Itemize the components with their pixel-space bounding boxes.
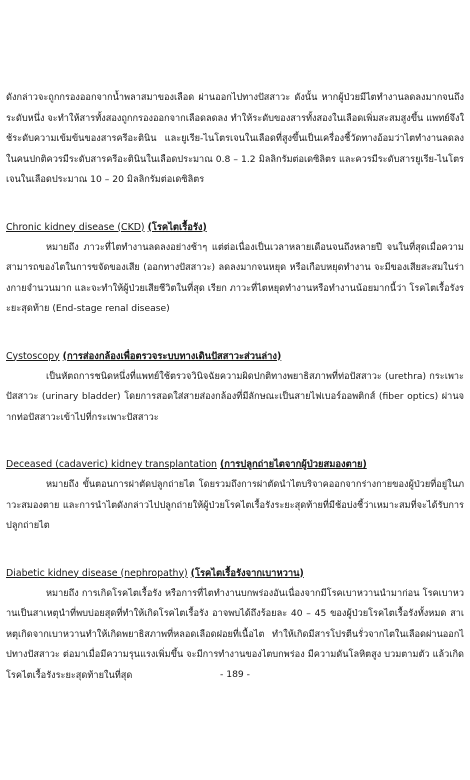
section-body: หมายถึง การเกิดโรคไตเรื้อรัง หรือการที่ไตทำงานบกพร่องอันเนื่องจากมีโรคเบาหวานนำมาก่อน โรคเบาหวานเป็นสาเหตุนำที่พบบ่อยสุดที่ทำให้เกิดโรคไตเรื้อรัง อาจพบได้ถึงร้อยละ 40 – 45 ของผู้ป่วยโรคไตเรื้อรังทั้งหมด สาเหตุเกิดจากเบาหวานทำให้เกิดพยาธิสภาพที่หลอดเลือดฝอยที่เนื้อไต ทำให้เกิดมีสารโปรตีนรั่วจากไตในเลือดผ่านออกไปทางปัสสาวะ ต่อมาเมื่อมีความรุนแรงเพิ่มขึ้น จะมีการทำงานของไตบกพร่อง มีความดันโลหิตสูง บวมตามตัว แล้วเกิดโรคไตเรื้อรังระยะสุดท้ายในที่สุด bbox=[6, 587, 464, 681]
section-title-th: (การปลูกถ่ายไตจากผู้ป่วยสมองตาย) bbox=[220, 459, 367, 470]
section-title-th: (โรคไตเรื้อรัง) bbox=[147, 221, 207, 233]
page-content bbox=[6, 88, 464, 686]
section-body: หมายถึง ภาวะที่ไตทำงานลดลงอย่างช้าๆ แต่ต่อเนื่องเป็นเวลาหลายเดือนจนถึงหลายปี จนในที่สุดเมื่อความสามารถของไตในการขจัดของเสีย (ออกทางปัสสาวะ) ลดลงมากจนหยุด หรือเกือบหยุดทำงาน จะมีของเสียสะสมในร่างกายจำนวนมาก และจะทำให้ผู้ป่วยเสียชีวิตในที่สุด เรียก ภาวะที่ไตหยุดทำงานหรือทำงานน้อยมากนี้ว่า โรคไตเรื้อรังระยะสุดท้าย (End-stage renal disease) bbox=[6, 241, 464, 314]
section-title-en: Chronic kidney disease (CKD) bbox=[6, 221, 145, 233]
section-ckd bbox=[6, 218, 464, 320]
section-title-en: Cystoscopy bbox=[6, 350, 60, 362]
section-title bbox=[6, 455, 464, 475]
intro-paragraph: ดังกล่าวจะถูกกรองออกจากน้ำพลาสมาของเลือด ผ่านออกไปทางปัสสาวะ ดังนั้น หากผู้ป่วยมีไตทำงานลดลงมากจนถึงระดับหนึ่ง จะทำให้สารทั้งสองถูกกรองออกจากเลือดลดลง ทำให้ระดับของสารทั้งสองในเลือดเพิ่มสะสมสูงขึ้น แพทย์จึงใช้ระดับความเข้มข้นของสารครีอะตินิน และยูเรีย-ไนโตรเจนในเลือดที่สูงขึ้นเป็นเครื่องชี้วัดทางอ้อมว่าไตทำงานลดลง ในคนปกติควรมีระดับสารครีอะตินินในเลือดประมาณ 0.8 – 1.2 มิลลิกรัมต่อเดซิลิตร และควรมีระดับสารยูเรีย-ไนโตรเจนในเลือดประมาณ 10 – 20 มิลลิกรัมต่อเดซิลิตร bbox=[6, 92, 464, 185]
section-body: เป็นหัตถการชนิดหนึ่งที่แพทย์ใช้ตรวจวินิจฉัยความผิดปกติทางพยาธิสภาพที่ท่อปัสสาวะ (urethra) กระเพาะปัสสาวะ (urinary bladder) โดยการสอดใส่สายส่องกล้องที่มีลักษณะเป็นสายไฟเบอร์ออพติกส์ (fiber optics) ผ่านจากท่อปัสสาวะเข้าไปที่กระเพาะปัสสาวะ bbox=[6, 370, 464, 423]
section-title-th: (โรคไตเรื้อรังจากเบาหวาน) bbox=[190, 567, 304, 579]
section-title bbox=[6, 564, 464, 584]
section-title bbox=[6, 218, 464, 238]
section-title-en: Diabetic kidney disease (nephropathy) bbox=[6, 567, 188, 579]
section-deceased-transplant bbox=[6, 455, 464, 537]
section-body: หมายถึง ขั้นตอนการผ่าตัดปลูกถ่ายไต โดยรวมถึงการผ่าตัดนำไตบริจาคออกจากร่างกายของผู้ป่วยที่อยู่ในภาวะสมองตาย และการนำไตดังกล่าวไปปลูกถ่ายให้ผู้ป่วยโรคไตเรื้อรังระยะสุดท้ายที่มีช้อบ่งชี้ว่าเหมาะสมที่จะได้รับการปลูกถ่ายไต bbox=[6, 479, 464, 531]
section-title-en: Deceased (cadaveric) kidney transplantation bbox=[6, 459, 218, 470]
section-title bbox=[6, 347, 464, 367]
section-cystoscopy bbox=[6, 347, 464, 429]
section-title-th: (การส่องกล้องเพื่อตรวจระบบทางเดินปัสสาวะส่วนล่าง) bbox=[62, 350, 282, 362]
page-number: - 189 - bbox=[219, 669, 250, 680]
